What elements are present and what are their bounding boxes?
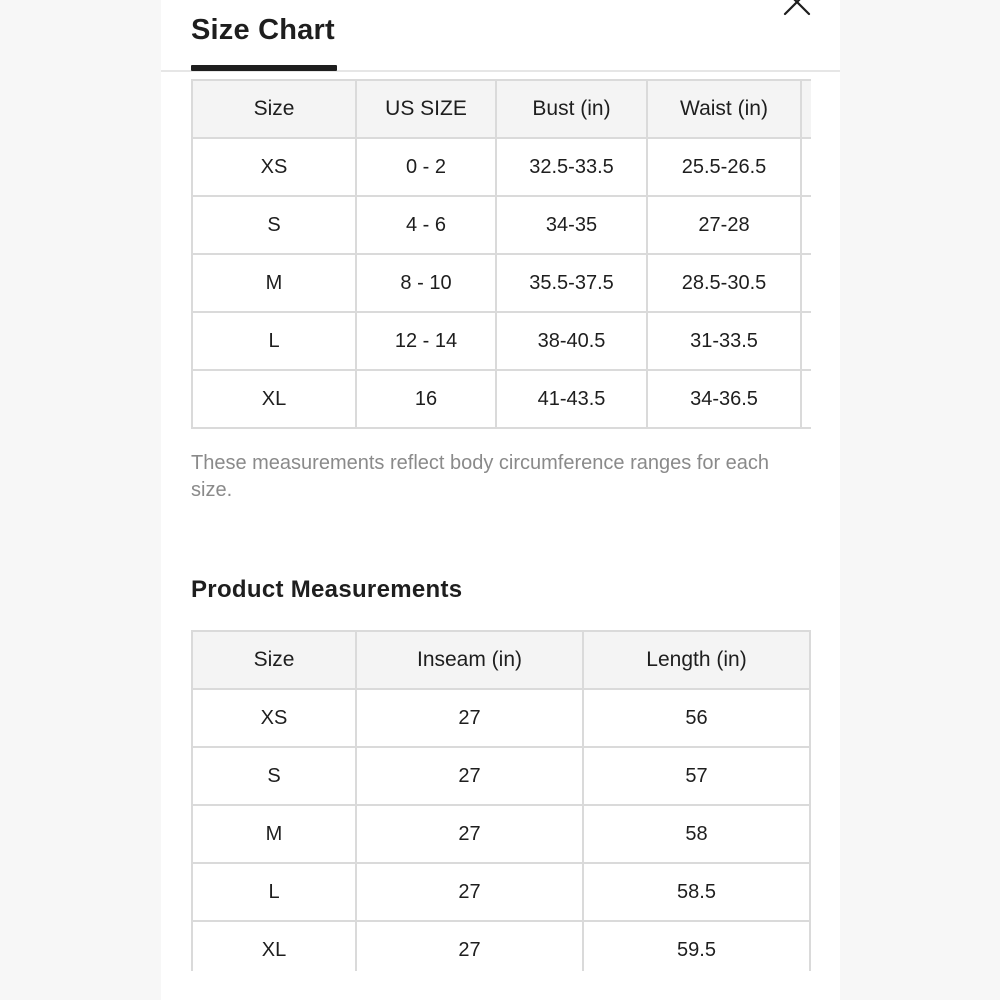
table-cell: 27 [356,747,583,805]
measurement-note: These measurements reflect body circumference ranges for each size. [191,452,770,501]
table-cell: 27-28 [647,196,801,254]
table-cell [801,312,811,370]
active-tab-indicator [191,65,337,71]
column-header: Bust (in) [496,80,647,138]
table-cell: XL [192,921,356,971]
column-header [801,80,811,138]
table-cell: 27 [356,689,583,747]
table-cell: 16 [356,370,496,428]
table-cell: 58.5 [583,863,810,921]
table-cell: 41-43.5 [496,370,647,428]
product-measurements-table-container[interactable] [191,630,811,971]
table-row [192,921,810,971]
table-cell: 28.5-30.5 [647,254,801,312]
table-header-row [192,631,810,689]
table-row [192,747,810,805]
table-cell: S [192,196,356,254]
table-cell: XS [192,138,356,196]
table-row [192,312,811,370]
table-cell: 12 - 14 [356,312,496,370]
table-cell: 38-40.5 [496,312,647,370]
column-header: US SIZE [356,80,496,138]
table-cell: 31-33.5 [647,312,801,370]
column-header: Inseam (in) [356,631,583,689]
table-cell: 0 - 2 [356,138,496,196]
table-row [192,196,811,254]
column-header: Size [192,631,356,689]
column-header: Length (in) [583,631,810,689]
table-cell: 27 [356,805,583,863]
table-cell: S [192,747,356,805]
table-row [192,805,810,863]
table-cell: 34-35 [496,196,647,254]
table-cell: 27 [356,921,583,971]
table-cell [801,138,811,196]
table-cell: 4 - 6 [356,196,496,254]
table-row [192,863,810,921]
table-cell: 57 [583,747,810,805]
size-chart-table-container[interactable] [191,79,811,429]
table-cell: 59.5 [583,921,810,971]
column-header: Size [192,80,356,138]
tab-bar [161,0,840,72]
table-row [192,689,810,747]
table-cell: 32.5-33.5 [496,138,647,196]
size-chart-modal [161,0,840,1000]
table-cell: 35.5-37.5 [496,254,647,312]
table-cell: 58 [583,805,810,863]
table-row [192,254,811,312]
table-cell: 34-36.5 [647,370,801,428]
tab-size-chart[interactable]: Size Chart [191,14,335,46]
product-measurements-table [191,630,811,971]
table-row [192,370,811,428]
table-cell: XL [192,370,356,428]
table-cell [801,196,811,254]
table-cell: M [192,254,356,312]
table-cell: 8 - 10 [356,254,496,312]
table-cell [801,370,811,428]
size-chart-table [191,79,811,429]
table-row [192,138,811,196]
column-header: Waist (in) [647,80,801,138]
table-cell: 56 [583,689,810,747]
table-cell: 27 [356,863,583,921]
table-cell: L [192,312,356,370]
table-cell: 25.5-26.5 [647,138,801,196]
table-cell: XS [192,689,356,747]
table-cell: M [192,805,356,863]
table-cell [801,254,811,312]
table-header-row [192,80,811,138]
product-measurements-title: Product Measurements [191,576,463,603]
table-cell: L [192,863,356,921]
